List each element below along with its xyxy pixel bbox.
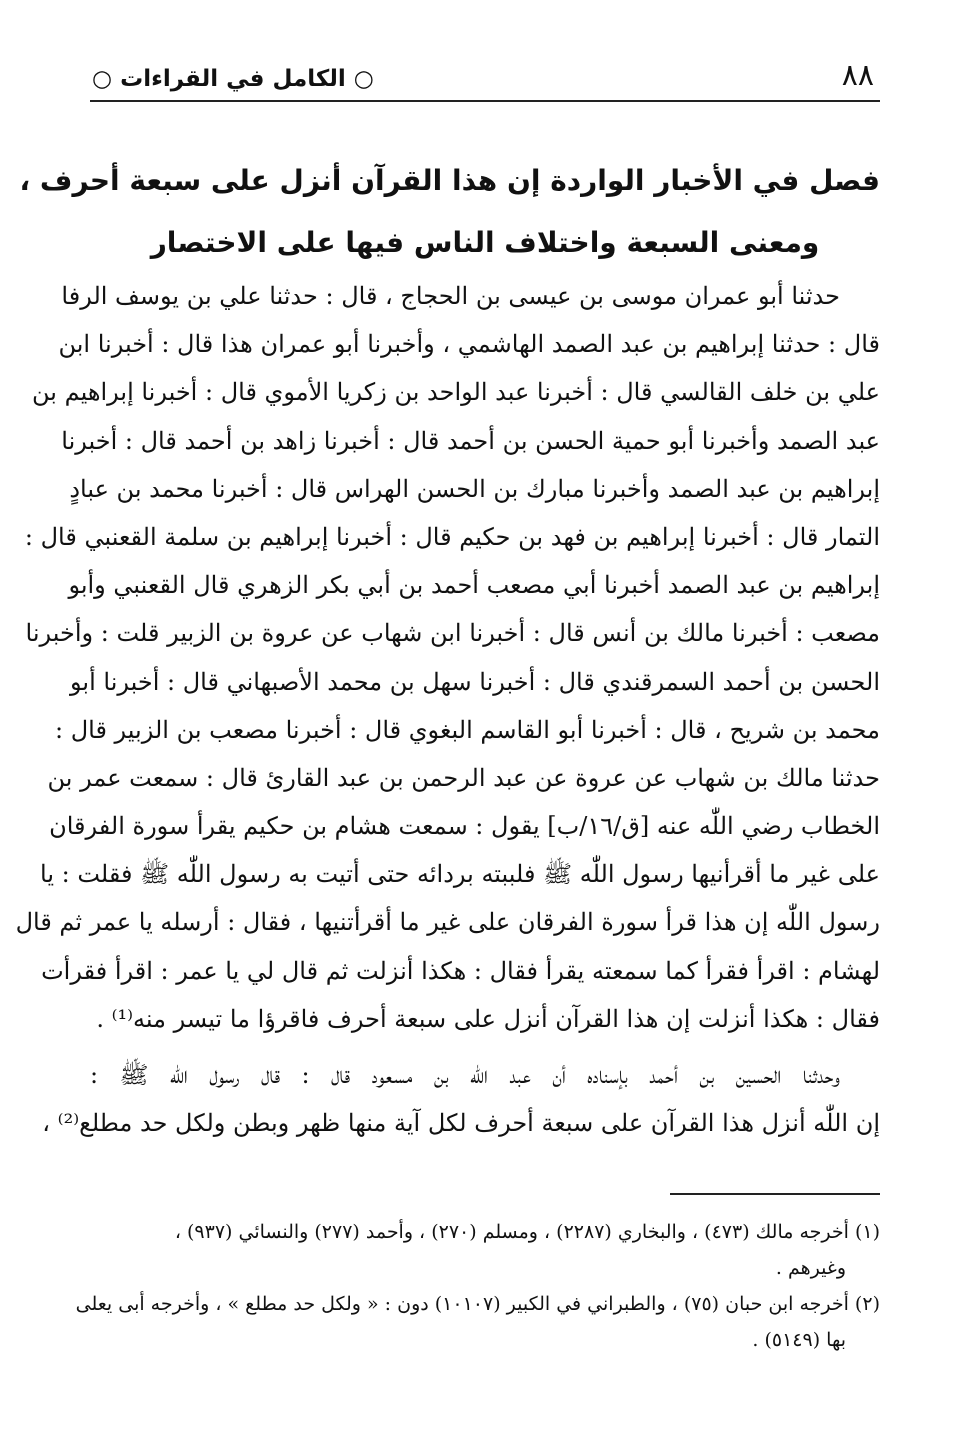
footnote-line: (٢) أخرجه ابن حبان (٧٥) ، والطبراني في الكبير (١٠١٠٧) دون : « ولكل حد مطلع » ، وأخرجه أبى يعلى [75,1293,880,1315]
running-book-title: ○ الكامل في القراءات ○ [92,66,374,92]
text-line: على غير ما أقرأنيها رسول اللّٰه ﷺ فلببته بردائه حتى أتيت به رسول اللّٰه ﷺ فقلت : يا [40,860,880,889]
chapter-title-line: فصل في الأخبار الواردة إن هذا القرآن أنزل على سبعة أحرف ، [19,164,880,197]
footnotes [75,1214,880,1358]
text-line: قال : حدثنا إبراهيم بن عبد الصمد الهاشمي ، وأخبرنا أبو عمران هذا قال : أخبرنا ابن [58,330,880,359]
chapter-heading [19,150,880,274]
page-number: ٨٨ [841,58,874,93]
text-line: فقال : هكذا أنزلت إن هذا القرآن أنزل على سبعة أحرف فاقرؤا ما تيسر منه⁽¹⁾ . [96,1004,880,1033]
paragraph-gap [90,1043,880,1051]
text-line: لهشام : اقرأ فقرأ كما سمعته يقرأ فقال : هكذا أنزلت ثم قال لي يا عمر : اقرأ فقرأت [41,956,880,985]
text-line: عبد الصمد وأخبرنا أبو حمية الحسن بن أحمد قال : أخبرنا زاهد بن أحمد قال : أخبرنا [61,426,880,455]
footnote-separator [670,1193,880,1195]
text-line: الحسن بن أحمد السمرقندي قال : أخبرنا سهل بن محمد الأصبهاني قال : أخبرنا أبو [70,667,880,696]
chapter-title-line: ومعنى السبعة واختلاف الناس فيها على الاختصار [150,226,820,259]
text-line: الخطاب رضي اللّٰه عنه [ق/١٦/ب] يقول : سمعت هشام بن حكيم يقرأ سورة الفرقان [49,812,880,841]
text-line: حدثنا أبو عمران موسى بن عيسى بن الحجاج ، قال : حدثنا علي بن يوسف الرفا [61,282,840,310]
footnote [75,1286,880,1358]
text-line: مصعب : أخبرنا مالك بن أنس قال : أخبرنا ابن شهاب عن عروة بن الزبير قلت : وأخبرنا [25,619,880,648]
body-text [15,272,880,1147]
text-line: إبراهيم بن عبد الصمد أخبرنا أبي مصعب أحمد بن أبي بكر الزهري قال القعنبي وأبو [68,571,880,600]
text-line: حدثنا مالك بن شهاب عن عروة عن عبد الرحمن بن عبد القارئ قال : سمعت عمر بن [47,763,880,792]
text-line: إبراهيم بن عبد الصمد وأخبرنا مبارك بن الحسن الهراس قال : أخبرنا محمد بن عبادٍ [69,474,880,503]
footnote-line: بها (٥١٤٩) . [752,1329,846,1351]
text-line: وحدثنا الحسين بن أحمد بإسناده أن عبد اللّٰه بن مسعود قال : قال رسول اللّٰه ﷺ : [90,1061,840,1089]
header-rule [90,100,880,102]
footnote [90,1214,880,1286]
text-line: رسول اللّٰه إن هذا قرأ سورة الفرقان على غير ما أقرأتنيها ، فقال : أرسله يا عمر ثم قال [15,908,880,937]
text-line: إن اللّٰه أنزل هذا القرآن على سبعة أحرف لكل آية منها ظهر وبطن ولكل حد مطلع⁽²⁾ ، [42,1109,880,1138]
footnote-line: وغيرهم . [775,1257,846,1279]
text-line: محمد بن شريح ، قال : أخبرنا أبو القاسم البغوي قال : أخبرنا مصعب بن الزبير قال : [54,715,880,744]
text-line: علي بن خلف القالسي قال : أخبرنا عبد الواحد بن زكريا الأموي قال : أخبرنا إبراهيم بن [32,378,880,407]
footnote-line: (١) أخرجه مالك (٤٧٣) ، والبخاري (٢٢٨٧) ، ومسلم (٢٧٠) ، وأحمد (٢٧٧) والنسائي (٩٣٧) ، [174,1221,880,1243]
text-line: التمار قال : أخبرنا إبراهيم بن فهد بن حكيم قال : أخبرنا إبراهيم بن سلمة القعنبي قال : [24,522,880,551]
page-header [90,54,880,102]
